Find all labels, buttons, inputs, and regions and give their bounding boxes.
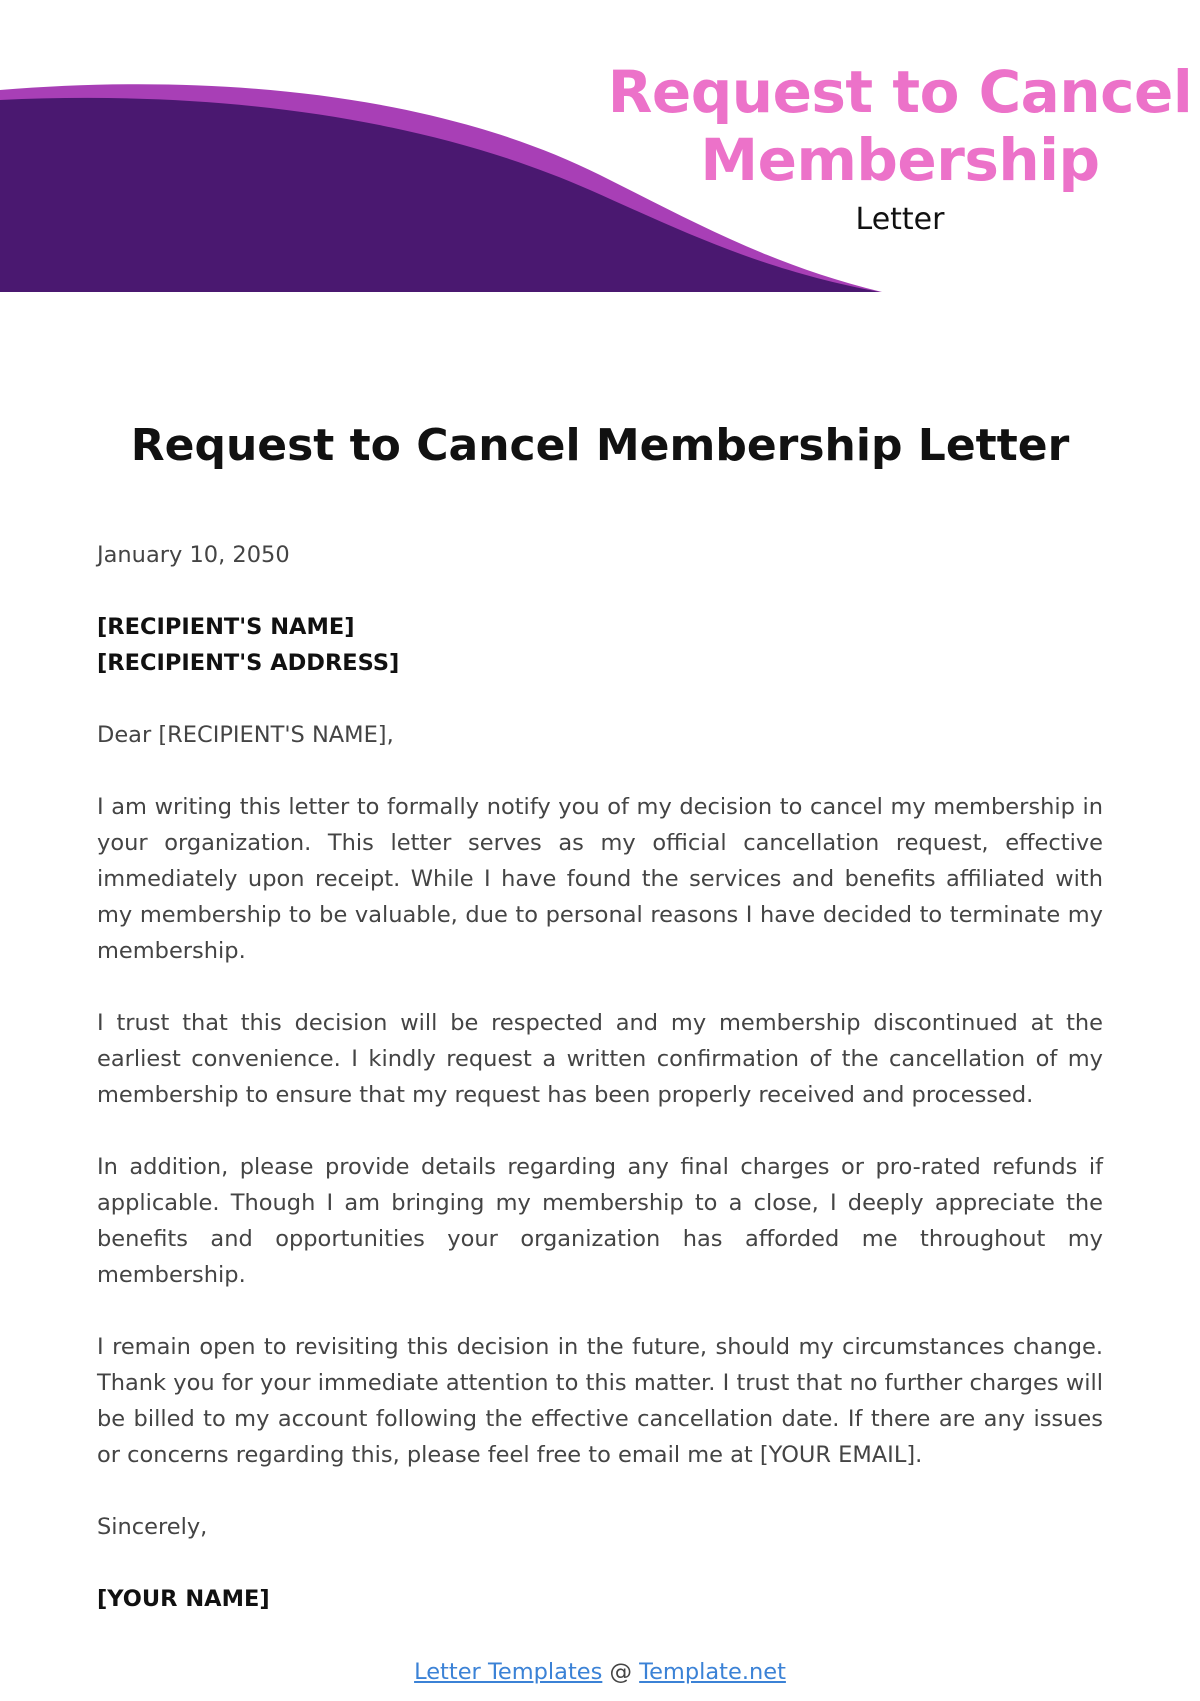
paragraph-4: I remain open to revisiting this decision in the future, should my circumstances change. Thank you for your immediate attention to this matter. I trust that no further charges will be billed to my account following the effective cancellation date. If there are any issues or concerns regarding this, please feel free to email me at [YOUR EMAIL]. [97,1334,1103,1468]
letter-body [97,537,1103,1653]
paragraph-2: I trust that this decision will be respected and my membership discontinued at the earliest convenience. I kindly request a written confirmation of the cancellation of my membership to ensure that my request has been properly received and processed. [97,1010,1103,1108]
footer [0,1656,1200,1688]
paragraph-1: I am writing this letter to formally notify you of my decision to cancel my membership in your organization. This letter serves as my official cancellation request, effective immediately upon receipt. While I have found the services and benefits affiliated with my membership to be valuable, due to personal reasons I have decided to terminate my membership. [97,794,1103,964]
footer-link-letter-templates[interactable]: Letter Templates [414,1659,603,1685]
footer-separator: @ [602,1659,640,1685]
footer-link-template-net[interactable]: Template.net [639,1659,786,1685]
salutation: Dear [RECIPIENT'S NAME], [97,722,394,748]
recipient-name: [RECIPIENT'S NAME] [97,614,355,640]
signature: [YOUR NAME] [97,1586,270,1612]
paragraph-3: In addition, please provide details regarding any final charges or pro-rated refunds if applicable. Though I am bringing my membership to a close, I deeply appreciate the benefits and opportunities your organization has afforded me throughout my membership. [97,1154,1103,1288]
header-title-line2: Membership [700,126,1100,194]
letter-date: January 10, 2050 [97,542,290,568]
header-title-line1: Request to Cancel [607,58,1193,126]
recipient-address: [RECIPIENT'S ADDRESS] [97,650,400,676]
header-subtitle: Letter [855,202,945,237]
header-title [600,58,1200,194]
closing: Sincerely, [97,1514,208,1540]
document-title: Request to Cancel Membership Letter [130,420,1070,471]
